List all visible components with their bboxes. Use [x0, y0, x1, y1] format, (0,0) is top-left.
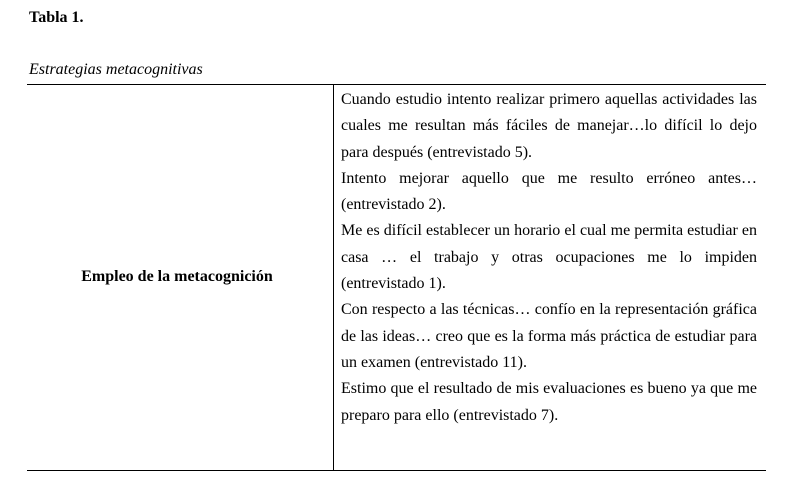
quote-item: Me es difícil establecer un horario el cual me permita estudiar en casa … el trabajo y otras ocupaciones me lo impiden (entrevistado 1). [341, 222, 757, 293]
quotes-cell [341, 87, 757, 429]
table-bottom-rule [27, 470, 766, 471]
table-top-rule [27, 84, 766, 85]
table-subtitle: Estrategias metacognitivas [29, 61, 203, 78]
quote-item: Cuando estudio intento realizar primero aquellas actividades las cuales me resultan más fáciles de manejar…lo difícil lo dejo para después (entrevistado 5). [341, 91, 757, 161]
quote-item: Estimo que el resultado de mis evaluaciones es bueno ya que me preparo para ello (entrevistado 7). [341, 380, 757, 424]
quote-item: Con respecto a las técnicas… confío en la representación gráfica de las ideas… creo que es la forma más práctica de estudiar para un examen (entrevistado 11). [341, 301, 757, 371]
quote-item: Intento mejorar aquello que me resulto erróneo antes… (entrevistado 2). [341, 169, 757, 214]
column-divider [333, 84, 334, 471]
row-label: Empleo de la metacognición [81, 268, 273, 285]
table-title: Tabla 1. [29, 9, 84, 26]
